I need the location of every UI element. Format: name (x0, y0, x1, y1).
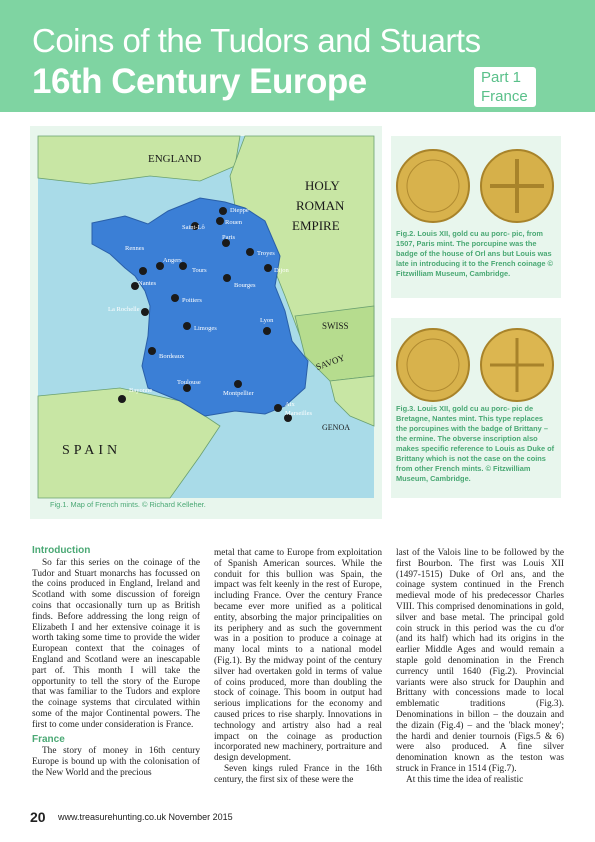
mint-label: Dieppe (230, 207, 249, 214)
page-number: 20 (30, 809, 46, 825)
mint-label: Bordeaux (159, 353, 185, 360)
mint-label: Nantes (138, 280, 157, 287)
mint-label: Limoges (194, 325, 217, 332)
page-footer (30, 809, 565, 831)
col3-paragraph-1: last of the Valois line to be followed by the first Bourbon. The first was Louis XII (1497-1515) Duke of Orl ans, and the coinage system continued in the French medieval mode of his predecessor Charles VIII. This comprised denominations in gold, silver and base metal. The principal gold coin struck in this period was the cu d'or (and its half) which had its origins in the earlier Middle Ages and would remain a staple gold denomination in the French currency until 1640 (Fig.2). Provincial variants were also struck for Dauphin and Brittany with concessions made to local emblematic traditions (Fig.3). Denominations in billon – the douzain and the dizain (Fig.4) – and the 'black money'; the hardi and denier tournois (Figs.5 & 6) were also produced. A fine silver denomination known as the teston was struck in France in 1514 (Fig.7). (396, 548, 564, 774)
mint-label: Toulouse (177, 379, 201, 386)
article-column-2 (214, 548, 382, 786)
col3-paragraph-2: At this time the idea of realistic (406, 774, 524, 785)
coin-images-fig3 (391, 320, 561, 410)
region-hre-2: ROMAN (296, 198, 345, 213)
mint-label: Rouen (225, 219, 242, 226)
fig2-caption: Fig.2. Louis XII, gold cu au porc- pic, from 1507, Paris mint. The porcupine was the badge of the house of Orl ans but Louis was late in introducing it to the French coinage © Fitzwilliam Museum, Cambridge. (396, 229, 553, 278)
article-column-3 (396, 548, 564, 786)
fig2-panel (391, 136, 561, 298)
mint-label: Tours (192, 267, 207, 274)
mint-label: Montpellier (223, 390, 254, 397)
part-badge (474, 67, 536, 107)
france-heading: France (32, 733, 65, 745)
fig3-caption: Fig.3. Louis XII, gold cu au porc- pic de Bretagne, Nantes mint. This type replaces the porcupines with the badge of Brittany – the ermine. The obverse inscription also makes specific reference to Louis as Duke of Brittany which is not the case on the coins from other French mints. © Fitzwilliam Museum, Cambridge. (396, 404, 555, 483)
mint-label: Saint-Lô (182, 224, 205, 231)
mint-label: Angers (163, 257, 182, 264)
part-subtitle: France (481, 88, 528, 105)
article-column-1 (32, 546, 200, 779)
mint-label: Bourges (234, 282, 256, 289)
publication-info: www.treasurehunting.co.uk November 2015 (58, 812, 233, 822)
mint-label: Poitiers (182, 297, 202, 304)
col2-paragraph-2: Seven kings ruled France in the 16th century, the first six of these were the (214, 763, 382, 785)
mint-label: Aix (285, 401, 295, 408)
header-banner (0, 0, 595, 112)
mint-label: Paris (222, 234, 235, 241)
region-genoa: GENOA (322, 423, 350, 432)
article-title: 16th Century Europe (32, 62, 367, 101)
region-hre-3: EMPIRE (292, 218, 340, 233)
mint-label: Lyon (260, 317, 274, 324)
mint-label: La Rochelle (108, 306, 140, 313)
coin-images-fig2 (391, 141, 561, 231)
france-map (30, 126, 382, 519)
fig3-panel (391, 318, 561, 498)
mint-label: Marseilles (285, 410, 313, 417)
region-savoy: SAVOY (314, 352, 346, 373)
mint-label: Rennes (125, 245, 145, 252)
intro-paragraph: So far this series on the coinage of the Tudor and Stuart monarchs has focussed on the coins produced in England, Ireland and Scotland with some discussion of foreign coins that occasionally turn up as British finds. Before addressing the long reign of Elizabeth I and her extensive coinage it is worth taking some time to provide the wider European context that the coinages of England and Scotland were an inescapable part of. This month I will take the opportunity to tell the story of the Europe that was familiar to the Tudors and explore the coinage systems that circulated within some of the major Continental powers. The first to come under consideration is France. (32, 557, 200, 730)
mint-label: Dijon (274, 267, 289, 274)
region-hre-1: HOLY (305, 178, 340, 193)
col2-paragraph-1: metal that came to Europe from exploitation of Spanish American sources. While the conduit for this bullion was Spain, the impact was felt keenly in the rest of Europe, including France. Over the century France became ever more unified as a political entity, absorbing the major principalities on its periphery and as such the government was in a position to produce a coinage at many local mints to a national model (Fig.1). By the midway point of the century silver had overtaken gold in terms of value of coins produced, more than doubling the stock of coinage. This boom in output had serious implications for the economy and caused prices to rise sharply. Innovations in technology and artistry also had a real impact on the coinage as production incorporated new machinery, portraiture and design development. (214, 548, 382, 764)
map-figure (30, 126, 382, 519)
mint-label: Troyes (257, 250, 275, 257)
intro-heading: Introduction (32, 545, 91, 556)
region-swiss: SWISS (322, 321, 349, 331)
region-spain: SPAIN (62, 443, 122, 458)
map-caption: Fig.1. Map of French mints. © Richard Kelleher. (50, 500, 206, 509)
mint-label: Bayonne (129, 387, 153, 394)
france-paragraph: The story of money in 16th century Europe is bound up with the colonisation of the New World and the precious (32, 746, 200, 778)
region-england: ENGLAND (148, 153, 202, 165)
series-title: Coins of the Tudors and Stuarts (32, 22, 481, 59)
part-label: Part 1 (481, 69, 522, 86)
